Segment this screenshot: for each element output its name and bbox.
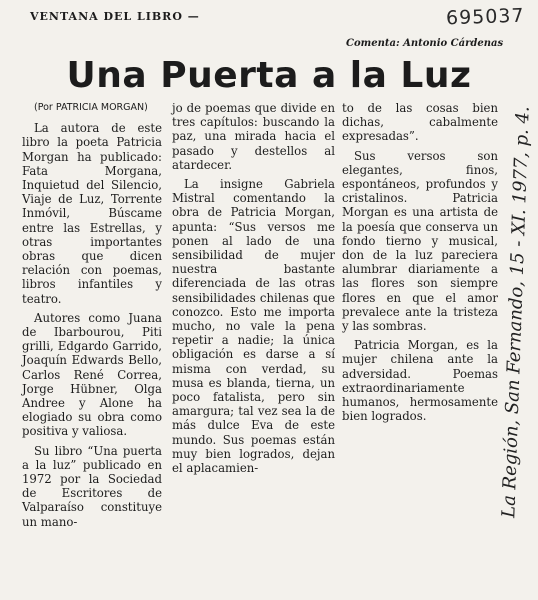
article-column-1 [22, 101, 162, 534]
article-byline: (Por PATRICIA MORGAN) [34, 102, 148, 113]
commentator-credit: Comenta: Antonio Cárdenas [346, 38, 504, 49]
article-headline: Una Puerta a la Luz [66, 55, 472, 96]
paragraph: La insigne Gabriela Mistral comentando la obra de Patricia Morgan, apunta: “Sus versos me ponen al lado de una sensibilidad de mujer nuestra bastante diferenciada de las otras sensibilidades chilenas que conozco. Esto me importa mucho, no vale la pena repetir a nadie; la única obligación es darse a sí misma con verdad, su musa es blanda, tierna, un poco fatalista, pero sin amargura; tal vez sea la de más dulce Eva de este mundo. Sus poemas están muy bien logrados, dejan el aplacamien- [172, 177, 335, 476]
paragraph: Sus versos son elegantes, finos, espontáneos, profundos y cristalinos. Patricia Morgan es una artista de la poesía que conserva un fondo tierno y musical, don de la luz pareciera alumbrar diariamente a las flores son siempre flores en que el amor prevalece ante la tristeza y las sombras. [342, 148, 498, 334]
paragraph: La autora de este libro la poeta Patricia Morgan ha publicado: Fata Morgana, Inquietud del Silencio, Viaje de Luz, Torrente Inmóvil, Búscame entre las Estrellas, y otras importantes obras que dicen relación con poemas, libros infantiles y teatro. [22, 121, 162, 306]
article-column-3 [342, 101, 498, 428]
section-label: VENTANA DEL LIBRO — [30, 10, 200, 23]
paragraph: Autores como Juana de Ibarbourou, Piti grilli, Edgardo Garrido, Joaquín Edwards Bello, Carlos René Correa, Jorge Hübner, Olga Andree y Alone ha elogiado su obra como positiva y valiosa. [22, 310, 162, 439]
paragraph: Patricia Morgan, es la mujer chilena ante la adversidad. Poemas extraordinariamente humanos, hermosamente bien logrados. [342, 338, 498, 424]
handwritten-source-note: La Región, San Fernando, 15 - XI. 1977, p. 4. [498, 105, 534, 519]
paragraph: jo de poemas que divide en tres capítulos: buscando la paz, una mirada hacia el pasado y destellos al atardecer. [172, 101, 335, 172]
paragraph: to de las cosas bien dichas, cabalmente expresadas”. [342, 101, 498, 144]
article-column-2 [172, 101, 335, 480]
paragraph: Su libro “Una puerta a la luz” publicado en 1972 por la Sociedad de Escritores de Valparaíso constituye un mano- [22, 443, 162, 529]
handwritten-archive-number: 695037 [445, 4, 525, 30]
